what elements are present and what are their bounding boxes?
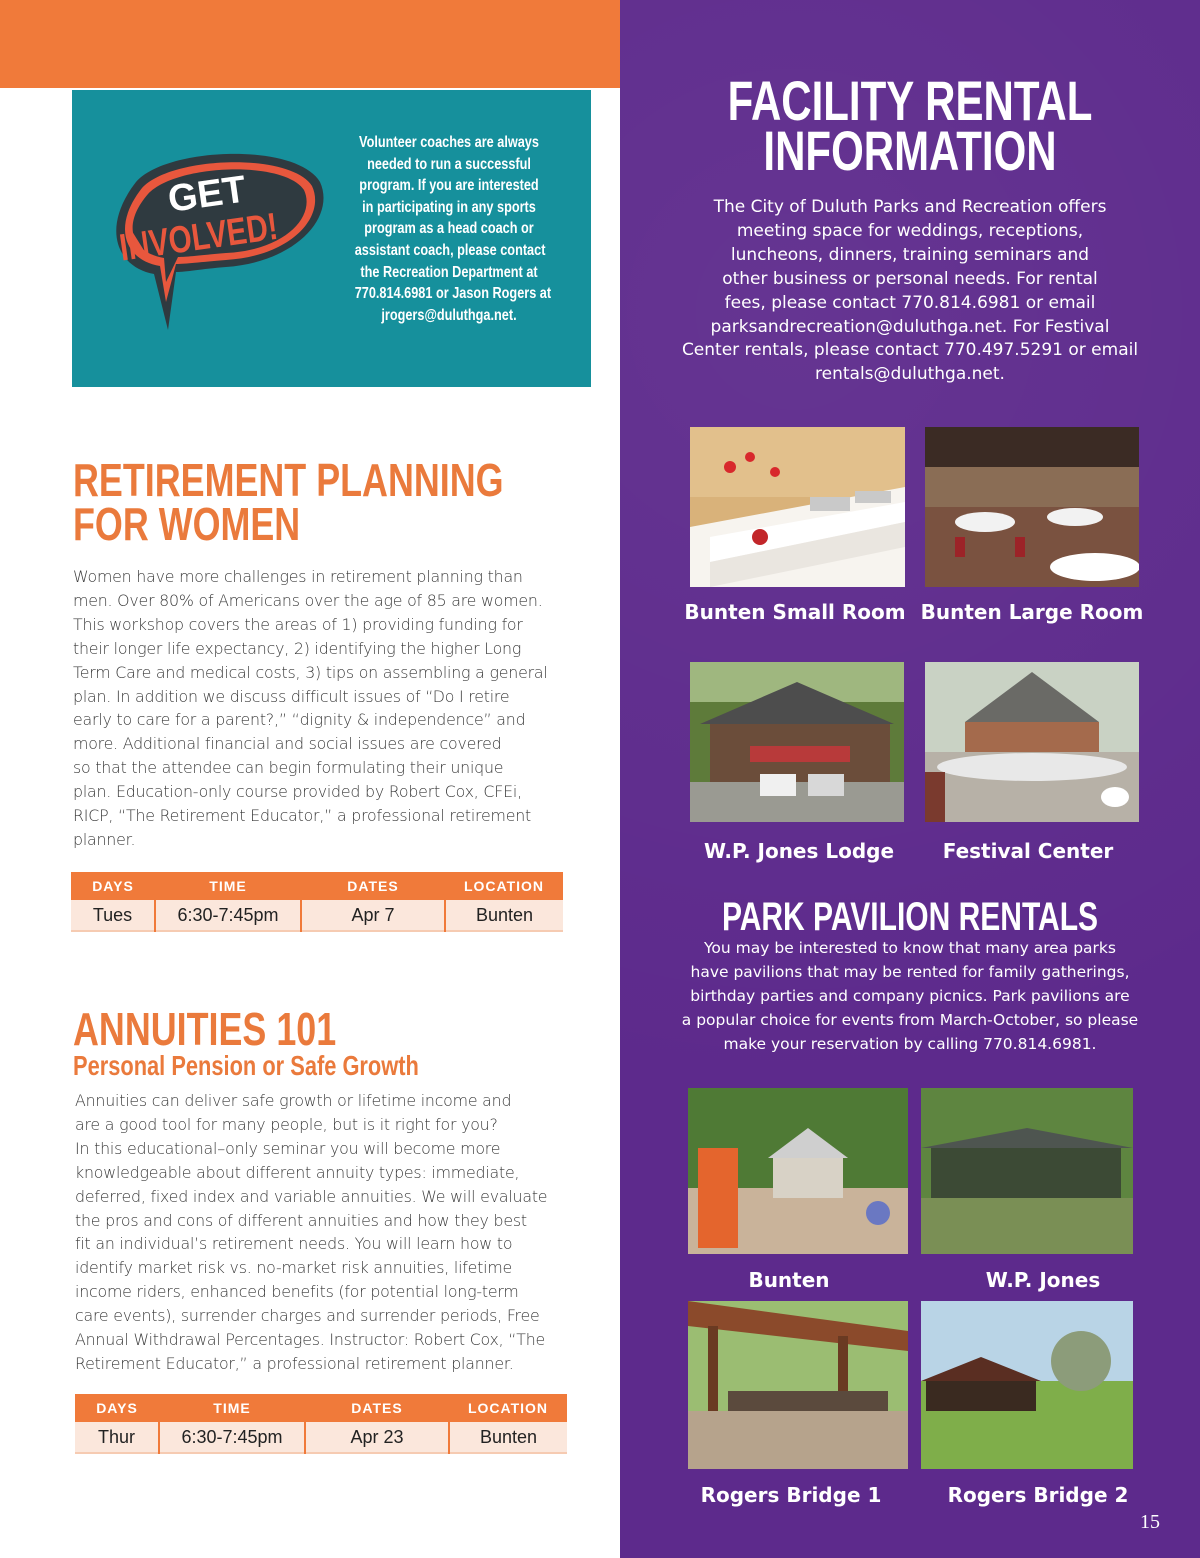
- text-line: fees, please contact 770.814.6981 or email: [724, 292, 1096, 313]
- caption-bunten-small-room: Bunten Small Room: [684, 600, 906, 624]
- text-line: care events), surrender charges and surrender periods, Free: [75, 1306, 540, 1326]
- get-involved-speech-bubble-icon: [106, 142, 332, 332]
- table-header-row: [75, 1394, 567, 1422]
- text-line: program. If you are interested: [359, 177, 539, 195]
- cell-days: Thur: [75, 1422, 159, 1453]
- text-line: in participating in any sports: [362, 198, 536, 216]
- caption-rogers-bridge-1: Rogers Bridge 1: [700, 1483, 882, 1507]
- retirement-title-line2: FOR WOMEN: [73, 498, 301, 550]
- col-dates: DATES: [301, 872, 445, 900]
- text-line: assistant coach, please contact: [354, 241, 546, 259]
- text-line: men. Over 80% of Americans over the age of 85 are women.: [73, 590, 543, 610]
- get-involved-text: [354, 132, 552, 326]
- col-location: LOCATION: [449, 1394, 567, 1422]
- text-line: needed to run a successful: [367, 155, 531, 173]
- text-line: Annuities can deliver safe growth or lifetime income and: [75, 1091, 512, 1110]
- caption-wp-jones: W.P. Jones: [985, 1268, 1101, 1292]
- retirement-title-line1: RETIREMENT PLANNING: [73, 454, 504, 506]
- text-line: Annual Withdrawal Percentages. Instructor: Robert Cox, “The: [75, 1330, 546, 1350]
- text-line: identify market risk vs. no-market risk annuities, lifetime: [75, 1258, 513, 1278]
- text-line: luncheons, dinners, training seminars and: [730, 244, 1090, 265]
- text-line: more. Additional financial and social issues are covered: [73, 734, 502, 754]
- text-line: their longer life expectancy, 2) identifying the higher Long: [73, 638, 522, 658]
- caption-bunten: Bunten: [748, 1268, 830, 1292]
- text-line: are a good tool for many people, but is it right for you?: [75, 1114, 498, 1134]
- text-line: RICP, “The Retirement Educator,” a professional retirement: [73, 806, 532, 826]
- text-line: plan. In addition we discuss difficult issues of “Do I retire: [73, 686, 510, 706]
- text-line: jrogers@duluthga.net.: [381, 306, 517, 324]
- cell-time: 6:30-7:45pm: [159, 1422, 305, 1453]
- pavilion-description: [620, 937, 1200, 1057]
- col-time: TIME: [155, 872, 301, 900]
- text-line: have pavilions that may be rented for family gatherings,: [690, 962, 1130, 981]
- text-line: the pros and cons of different annuities and how they best: [75, 1210, 527, 1230]
- facility-description: [620, 196, 1200, 387]
- photo-festival-center: [925, 662, 1139, 822]
- text-line: planner.: [73, 829, 136, 849]
- text-line: In this educational–only seminar you will become more: [75, 1138, 501, 1158]
- cell-days: Tues: [71, 900, 155, 931]
- cell-dates: Apr 7: [301, 900, 445, 931]
- text-line: You may be interested to know that many area parks: [704, 939, 1116, 957]
- photo-rogers-bridge-2: [921, 1301, 1133, 1469]
- table-header-row: [71, 872, 563, 900]
- text-line: deferred, fixed index and variable annuities. We will evaluate: [75, 1186, 548, 1206]
- facility-title-line2: INFORMATION: [763, 119, 1057, 182]
- annuities-title: ANNUITIES 101: [73, 1003, 337, 1055]
- text-line: fit an individual’s retirement needs. You will learn how to: [75, 1234, 513, 1254]
- caption-wp-jones-lodge: W.P. Jones Lodge: [703, 839, 895, 863]
- caption-festival-center: Festival Center: [942, 839, 1114, 863]
- cell-location: Bunten: [445, 900, 563, 931]
- photo-bunten-pavilion: [688, 1088, 908, 1254]
- col-time: TIME: [159, 1394, 305, 1422]
- text-line: This workshop covers the areas of 1) providing funding for: [73, 614, 523, 634]
- get-involved-box: [72, 90, 591, 387]
- table-row: [75, 1422, 567, 1453]
- text-line: Volunteer coaches are always: [359, 134, 539, 151]
- photo-bunten-large-room: [925, 427, 1139, 587]
- text-line: birthday parties and company picnics. Park pavilions are: [690, 986, 1130, 1005]
- bubble-text-involved: INVOLVED!: [116, 205, 281, 270]
- col-dates: DATES: [305, 1394, 449, 1422]
- col-days: DAYS: [75, 1394, 159, 1422]
- text-line: rentals@duluthga.net.: [815, 364, 1005, 385]
- cell-location: Bunten: [449, 1422, 567, 1453]
- text-line: so that the attendee can begin formulating their unique: [73, 758, 504, 778]
- text-line: program as a head coach or: [364, 220, 534, 238]
- text-line: early to care for a parent?,” “dignity & independence” and: [73, 710, 526, 730]
- page-number: 15: [1140, 1511, 1160, 1533]
- text-line: Women have more challenges in retirement planning than: [73, 567, 523, 586]
- text-line: a popular choice for events from March-October, so please: [681, 1010, 1139, 1029]
- annuities-schedule-table: [75, 1394, 567, 1454]
- text-line: the Recreation Department at: [360, 263, 538, 281]
- col-location: LOCATION: [445, 872, 563, 900]
- retirement-schedule-table: [71, 872, 563, 932]
- cell-time: 6:30-7:45pm: [155, 900, 301, 931]
- text-line: Term Care and medical costs, 3) tips on assembling a general: [73, 662, 548, 682]
- caption-bunten-large-room: Bunten Large Room: [920, 600, 1144, 624]
- text-line: make your reservation by calling 770.814.6981.: [723, 1034, 1097, 1053]
- text-line: knowledgeable about different annuity types: immediate,: [75, 1162, 520, 1182]
- text-line: Center rentals, please contact 770.497.5291 or email: [681, 340, 1139, 361]
- annuities-subtitle: Personal Pension or Safe Growth: [73, 1050, 419, 1081]
- annuities-description: [75, 1089, 575, 1376]
- text-line: plan. Education-only course provided by Robert Cox, CFEi,: [73, 782, 522, 802]
- photo-bunten-small-room: [690, 427, 905, 587]
- text-line: Retirement Educator,” a professional retirement planner.: [75, 1353, 514, 1373]
- caption-rogers-bridge-2: Rogers Bridge 2: [947, 1483, 1129, 1507]
- text-line: 770.814.6981 or Jason Rogers at: [354, 285, 552, 303]
- facility-title-line1: FACILITY RENTAL: [727, 69, 1093, 132]
- top-orange-bar: [0, 0, 620, 88]
- text-line: parksandrecreation@duluthga.net. For Festival: [710, 316, 1110, 337]
- retirement-description: [73, 565, 573, 852]
- text-line: income riders, enhanced benefits (for potential long-term: [75, 1282, 519, 1302]
- bubble-text-get: GET: [165, 168, 249, 221]
- table-row: [71, 900, 563, 931]
- pavilion-title: PARK PAVILION RENTALS: [721, 895, 1099, 939]
- col-days: DAYS: [71, 872, 155, 900]
- text-line: other business or personal needs. For rental: [722, 268, 1098, 289]
- photo-wp-jones-pavilion: [921, 1088, 1133, 1254]
- photo-wp-jones-lodge: [690, 662, 904, 822]
- photo-rogers-bridge-1: [688, 1301, 908, 1469]
- text-line: meeting space for weddings, receptions,: [736, 220, 1084, 241]
- text-line: The City of Duluth Parks and Recreation offers: [713, 197, 1107, 217]
- cell-dates: Apr 23: [305, 1422, 449, 1453]
